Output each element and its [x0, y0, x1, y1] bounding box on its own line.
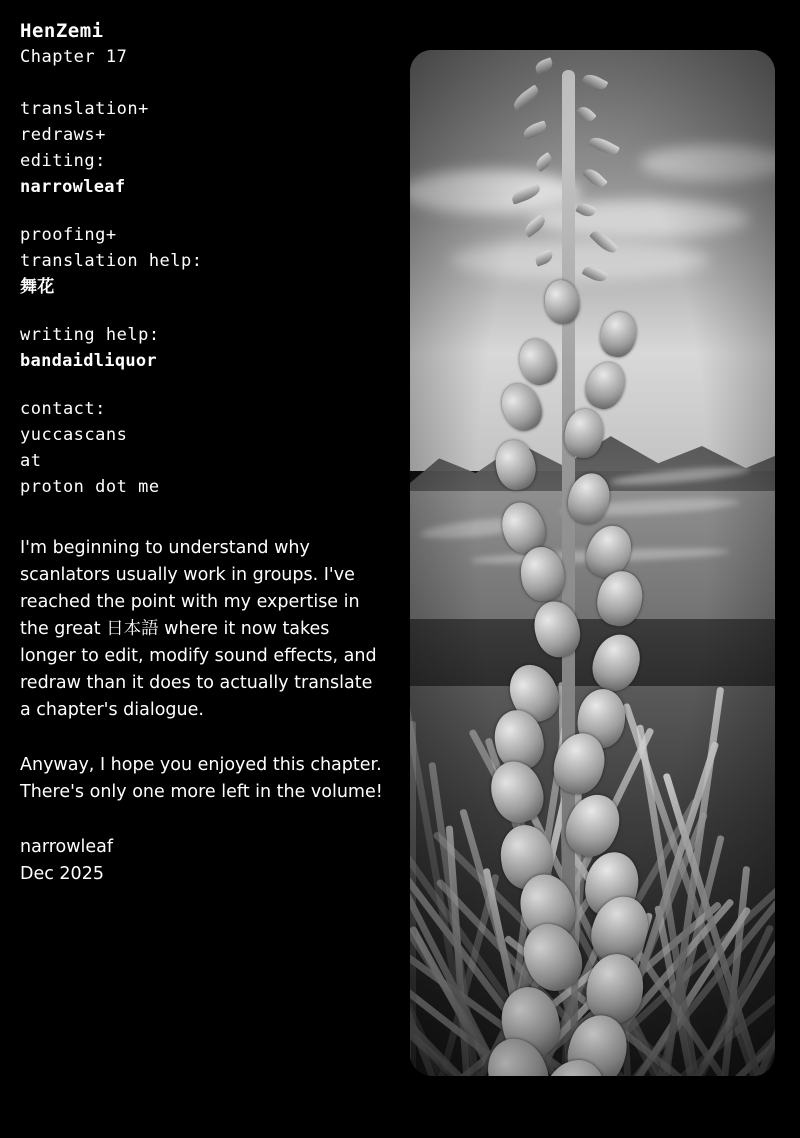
title-block — [20, 18, 392, 70]
contact-block — [20, 396, 392, 500]
contact-label: contact: — [20, 399, 106, 419]
note-signature: narrowleaf — [20, 837, 114, 857]
contact-line: at — [20, 451, 42, 471]
credit-role-line: redraws+ — [20, 125, 106, 145]
note-paragraph-1: I'm beginning to understand why scanlators usually work in groups. I've reached the point with my expertise in the great 日本語 where it now takes longer to edit, modify sound effects, and redraw than it does to actually translate a chapter's dialogue. — [20, 538, 377, 720]
credit-role-line: translation help: — [20, 251, 203, 271]
cloud — [640, 145, 775, 181]
contact-line: yuccascans — [20, 425, 128, 445]
note-paragraph-2: Anyway, I hope you enjoyed this chapter. There's only one more left in the volume! — [20, 755, 383, 802]
note-signature-block — [20, 834, 388, 888]
credit-block-translation — [20, 96, 392, 200]
translator-notes — [20, 535, 388, 888]
credit-name: 舞花 — [20, 277, 55, 297]
credit-block-writing — [20, 322, 392, 374]
photo-frame — [410, 50, 775, 1076]
credits-column — [20, 18, 392, 518]
credit-block-proofing — [20, 222, 392, 300]
cloud — [450, 240, 710, 280]
credit-name: narrowleaf — [20, 177, 126, 197]
series-title: HenZemi — [20, 20, 104, 42]
credit-name: bandaidliquor — [20, 351, 157, 371]
credit-role-line: editing: — [20, 151, 106, 171]
yucca-photo — [410, 50, 775, 1076]
credit-role-line: writing help: — [20, 325, 160, 345]
credit-role-line: translation+ — [20, 99, 149, 119]
credit-role-line: proofing+ — [20, 225, 117, 245]
chapter-label: Chapter 17 — [20, 47, 128, 67]
contact-line: proton dot me — [20, 477, 160, 497]
note-date: Dec 2025 — [20, 864, 104, 884]
